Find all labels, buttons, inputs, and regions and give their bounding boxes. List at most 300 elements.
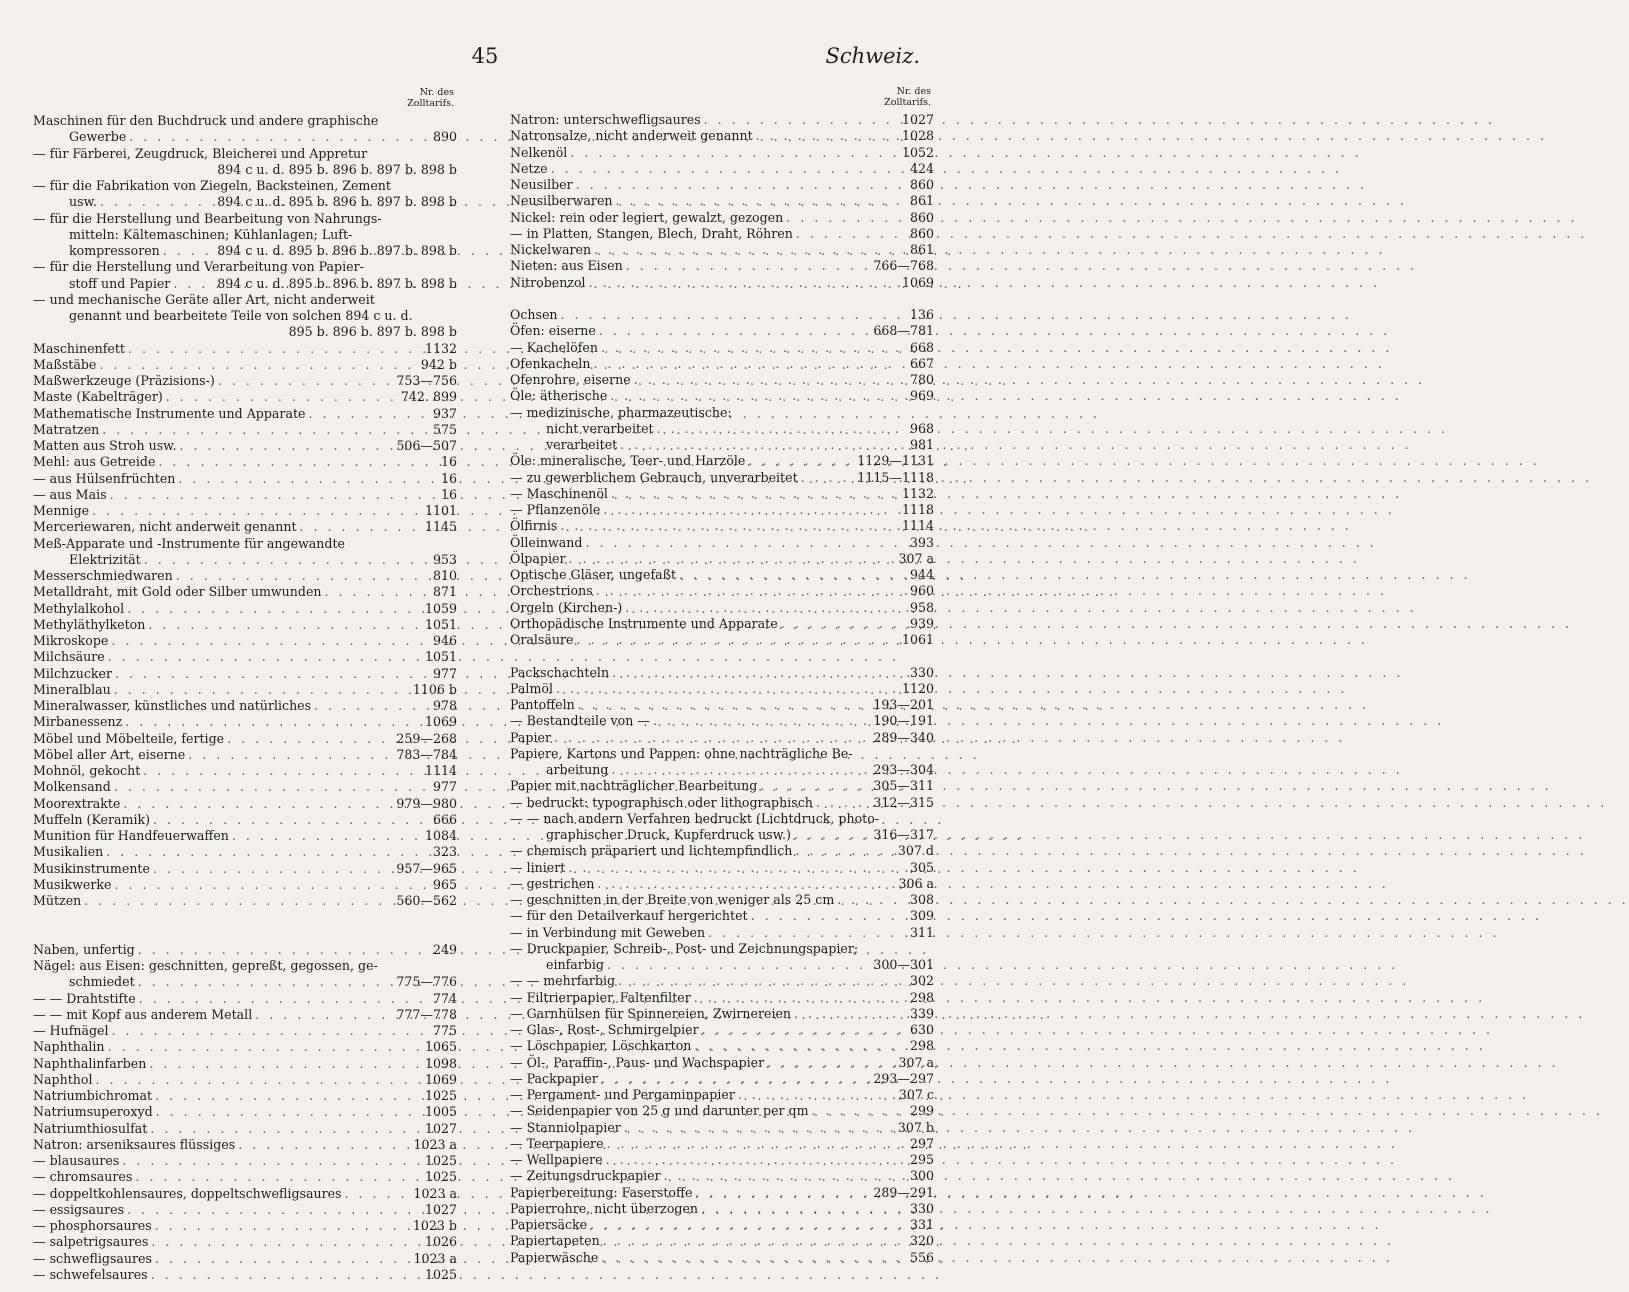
entry-term: Möbel aller Art, eiserne [33,746,186,762]
leader-dots [111,877,432,893]
index-entry [510,908,934,924]
tariff-number: 293—297 [873,1070,934,1086]
leader-dots [622,600,910,616]
index-entry [510,697,934,713]
leader-dots [152,1088,425,1104]
leader-dots [594,876,898,892]
leader-dots [235,1137,413,1153]
index-entry [510,161,934,177]
index-column-right [510,87,934,1266]
index-entry [33,1251,457,1267]
tariff-number: 307 a [898,550,934,566]
tariff-number: 331 [909,1217,934,1232]
leader-dots [600,502,902,518]
tariff-number: 305 [909,859,934,875]
index-entry [510,925,934,941]
index-entry [33,1023,457,1039]
index-entry [510,1250,934,1266]
index-entry [510,1152,934,1168]
index-entry [510,616,934,632]
tariff-number: 424 [909,160,934,176]
entry-term: Ölpapier [510,550,566,566]
entry-term: Papier mit nachträglicher Bearbeitung [510,778,758,794]
index-entry [33,292,457,308]
tariff-number: 953 [432,551,457,567]
leader-dots [566,551,899,567]
entry-list [33,113,457,1283]
entry-term: — für die Herstellung und Bearbeitung von Nahrungs- [33,210,382,226]
leader-dots [654,421,910,437]
index-entry [33,227,457,243]
entry-term: — Teerpapiere [510,1135,604,1151]
tariff-number: 193—201 [873,697,934,712]
tariff-number: 190—191 [873,713,934,729]
index-entry [510,112,934,128]
entry-term: Naphthalinfarben [33,1055,147,1071]
leader-dots [224,731,396,747]
entry-term: arbeitung [546,762,609,777]
index-entry [33,1267,457,1283]
entry-term: Orthopädische Instrumente und Apparate [510,615,778,631]
entry-term: — in Verbindung mit Geweben [510,924,706,940]
leader-dots [598,1250,910,1266]
tariff-number: 393 [909,534,934,550]
leader-dots [120,796,396,812]
tariff-number: 1069 [424,1071,457,1087]
index-entry [510,242,934,258]
entry-term: Mehl: aus Getreide [33,454,156,470]
tariff-number: 307 b [897,1119,934,1135]
tariff-number: 978 [432,698,457,713]
entry-term: — Öl-, Paraffin-, Paus- und Wachspapier [510,1054,765,1070]
entry-term: — schwefelsaures [33,1266,148,1282]
leader-dots [124,1202,425,1218]
leader-dots [175,471,441,487]
leader-dots [135,942,433,958]
tariff-number: 890 [432,129,457,145]
leader-dots [111,779,433,795]
tariff-number: 860 [909,209,934,225]
tariff-number: 306 a [898,875,934,891]
entry-term: Elektrizität [69,551,141,567]
entry-term: Maschinenfett [33,340,125,356]
entry-term: — Wellpapiere [510,1152,603,1167]
entry-term: Natron: unterschwefligsaures [510,112,701,127]
index-entry [33,129,457,145]
leader-dots [753,128,902,144]
tariff-number: 1027 [424,1120,457,1136]
index-entry [510,1071,934,1087]
index-entry [33,812,457,828]
index-entry [33,211,457,227]
tariff-number: 894 c u. d. 895 b. 896 b. 897 b. 898 b [217,275,457,291]
entry-term: Pantoffeln [510,697,575,712]
leader-dots [126,129,433,145]
entry-term: — doppeltkohlensaures, doppeltschwefligsaures [33,1185,342,1201]
tariff-number: 1059 [424,600,457,616]
index-entry [510,973,934,989]
leader-dots [107,487,441,503]
tariff-number: 742. 899 [400,389,457,405]
leader-dots [124,601,425,617]
tariff-number: 968 [909,420,934,436]
index-entry [510,226,934,242]
page-country-heading: Schweiz. [825,44,920,68]
leader-dots [155,454,441,470]
entry-term: — schwefligsaures [33,1250,152,1266]
entry-term: Öle: ätherische [510,388,608,404]
index-entry [510,340,934,356]
index-entry [510,567,934,583]
leader-dots [617,437,910,453]
tariff-number: 1023 a [413,1136,457,1152]
entry-term: — Pflanzenöle [510,502,601,517]
leader-dots [692,1185,873,1201]
leader-dots [798,470,858,486]
entry-term: Methyläthylketon [33,616,146,632]
leader-dots [615,973,910,989]
index-entry [33,633,457,649]
entry-term: Nickel: rein oder legiert, gewalzt, gezogen [510,209,784,225]
tariff-number: 668—781 [873,323,934,339]
tariff-number: 1118 [901,502,934,517]
leader-dots [558,307,910,323]
entry-term: — chromsaures [33,1169,133,1185]
index-entry [510,665,934,681]
entry-term: — Filtrierpapier, Faltenfilter [510,989,691,1005]
leader-dots [97,194,217,210]
index-entry [33,958,457,974]
tariff-number: 1129—1131 [857,453,934,469]
leader-dots [791,1006,910,1022]
tariff-number: 783—784 [396,746,457,762]
index-entry [510,681,934,697]
tariff-number: 861 [909,193,934,209]
index-entry [510,502,934,518]
index-entry [510,193,934,209]
tariff-number: 249 [432,941,457,957]
index-entry [33,666,457,682]
tariff-number: 1051 [424,616,457,632]
entry-term: Papierwäsche [510,1249,599,1265]
leader-dots [607,388,910,404]
tariff-number: 320 [909,1233,934,1249]
tariff-number: 289—340 [873,729,934,745]
leader-dots [573,177,910,193]
tariff-number: 308 [909,892,934,907]
index-entry [33,1039,457,1055]
leader-dots [170,276,217,292]
leader-dots [141,552,433,568]
index-entry [510,957,934,973]
leader-dots [148,1234,425,1250]
tariff-number: 1023 a [413,1250,457,1266]
entry-term: — — Drahtstifte [33,990,136,1006]
index-entry [510,746,934,762]
tariff-number: 894 c u. d. 895 b. 896 b. 897 b. 898 b [217,243,457,258]
leader-dots [590,356,910,372]
leader-dots [119,1153,425,1169]
tariff-number: 1132 [901,485,934,501]
index-entry [33,1056,457,1072]
index-entry [33,1218,457,1234]
entry-term: genannt und bearbeitete Teile von solchen 894 c u. d. [69,308,413,323]
index-entry [510,876,934,892]
index-entry [33,828,457,844]
entry-term: — für die Fabrikation von Ziegeln, Backsteinen, Zement [33,178,391,193]
index-column-left [33,88,457,1283]
index-entry [510,843,934,859]
leader-dots [152,1218,413,1234]
tariff-number: 1027 [901,112,934,127]
index-entry [510,778,934,794]
leader-dots [691,990,910,1006]
tariff-number: 311 [909,924,934,940]
leader-dots [125,341,425,357]
entry-term: — für Färberei, Zeugdruck, Bleicherei und Appretur [33,145,368,161]
entry-term: — medizinische, pharmazeutische: [510,404,732,420]
index-entry [33,1234,457,1250]
leader-dots [650,713,873,729]
index-entry [510,730,934,746]
entry-term: — Seidenpapier von 25 g und darunter per qm [510,1103,809,1119]
index-entry [33,471,457,487]
index-entry [33,991,457,1007]
tariff-number: 323 [432,844,457,860]
leader-dots [705,925,910,941]
leader-dots [122,714,425,730]
leader-dots [136,991,433,1007]
tariff-number: 289—291 [873,1184,934,1200]
tariff-number: 1145 [424,519,457,535]
index-entry [510,1006,934,1022]
index-entry [33,1169,457,1185]
leader-dots [81,893,396,909]
leader-dots [163,389,401,405]
tariff-number: 766—768 [873,258,934,274]
entry-term: Ochsen [510,307,558,322]
index-entry [33,406,457,422]
leader-dots [567,145,902,161]
entry-term: Messerschmiedwaren [33,568,173,583]
index-entry [510,323,934,339]
index-entry [510,518,934,534]
entry-term: Neusilber [510,177,573,192]
index-entry [33,861,457,877]
tariff-number: 775 [432,1023,457,1038]
leader-dots [699,1022,910,1038]
leader-dots [553,681,902,697]
tariff-number: 1025 [424,1169,457,1185]
entry-term: — Löschpapier, Löschkarton [510,1038,692,1054]
index-entry [33,779,457,795]
tariff-number: 894 c u. d. 895 b. 896 b. 897 b. 898 b [217,194,457,210]
entry-term: — Pergament- und Pergaminpapier [510,1087,735,1102]
entry-term: Gewerbe [69,129,127,145]
tariff-number: 560—562 [396,893,457,908]
entry-term: — geschnitten in der Breite von weniger als 25 cm [510,892,835,907]
index-entry [510,860,934,876]
index-entry [33,113,457,129]
leader-dots [92,1072,424,1088]
index-entry [510,583,934,599]
leader-dots [548,161,910,177]
entry-term: — Kachelöfen [510,339,598,355]
leader-dots [342,1186,414,1202]
index-entry [33,747,457,763]
index-entry [33,552,457,568]
index-entry [510,372,934,388]
entry-term: Milchzucker [33,665,113,681]
leader-dots [565,860,910,876]
entry-term: — Bestandteile von — [510,713,650,729]
tariff-number: 979—980 [396,795,457,811]
entry-list [510,112,934,1266]
entry-term: graphischer Druck, Kupferdruck usw.) [546,827,791,842]
tariff-number: 1025 [424,1153,457,1168]
entry-term: Papiertapeten [510,1233,600,1249]
entry-term: Papiersäcke [510,1217,588,1232]
index-entry [510,437,934,453]
index-entry [33,438,457,454]
tariff-number: 312—315 [873,794,934,810]
tariff-number: 860 [909,177,934,192]
entry-term: Mützen [33,893,82,908]
entry-term: Molkensand [33,779,111,795]
index-entry [33,649,457,665]
spacer [510,648,934,664]
entry-term: Nägel: aus Eisen: geschnitten, gepreßt, gegossen, ge- [33,958,378,973]
leader-dots [596,323,874,339]
index-entry [510,632,934,648]
leader-dots [305,406,432,422]
entry-term: Nitrobenzol [510,274,586,290]
tariff-number: 330 [909,664,934,680]
entry-term: Palmöl [510,680,553,696]
tariff-number: 1005 [424,1104,457,1120]
leader-dots [96,357,421,373]
tariff-number: 1106 b [412,681,457,697]
index-entry [510,535,934,551]
tariff-number: 298 [909,989,934,1005]
entry-term: Neusilberwaren [510,193,613,209]
entry-term: Mennige [33,503,90,518]
entry-term: — Stanniolpapier [510,1119,621,1135]
tariff-number: 298 [909,1038,934,1054]
index-entry [33,682,457,698]
tariff-number: 1114 [901,518,934,534]
leader-dots [793,226,910,242]
index-entry [510,713,934,729]
entry-term: Netze [510,160,548,176]
leader-dots [813,795,873,811]
leader-dots [598,1071,873,1087]
entry-term: — aus Hülsenfrüchten [33,470,176,486]
tariff-number: 300—301 [873,957,934,972]
tariff-number: 302 [909,973,934,989]
tariff-number: 1084 [424,828,457,843]
entry-term: kompressoren [69,243,160,258]
index-entry [33,731,457,747]
leader-dots [147,1121,425,1137]
index-entry [510,795,934,811]
leader-dots [778,616,910,632]
tariff-number: 1120 [901,680,934,696]
entry-term: — — nach andern Verfahren bedruckt (Lichtdruck, photo- [510,810,880,826]
tariff-number: 1098 [424,1055,457,1071]
entry-term: — Zeitungsdruckpapier [510,1168,661,1184]
entry-term: Mikroskope [33,633,109,648]
tariff-number: 667 [909,355,934,371]
tariff-number: 1065 [424,1039,457,1055]
leader-dots [621,1120,898,1136]
leader-dots [111,682,413,698]
leader-dots [791,827,873,843]
index-entry [510,275,934,291]
leader-dots [609,665,910,681]
index-entry [33,1121,457,1137]
tariff-number: 506—507 [396,438,457,453]
tariff-number: 942 b [420,356,457,372]
index-entry [33,162,457,178]
index-entry [33,357,457,373]
entry-term: Mineralblau [33,681,111,697]
index-entry [510,486,934,502]
leader-dots [557,518,902,534]
leader-dots [105,1039,425,1055]
entry-term: verarbeitet [546,437,618,452]
leader-dots [604,957,873,973]
index-entry [33,698,457,714]
tariff-number: 16 [440,486,457,502]
leader-dots [103,844,433,860]
leader-dots [591,242,910,258]
entry-term: Matratzen [33,421,100,437]
index-entry [510,388,934,404]
tariff-number: 316—317 [873,827,934,842]
tariff-number: 871 [432,584,457,600]
leader-dots [145,617,425,633]
index-entry [33,178,457,194]
index-entry [510,1201,934,1217]
tariff-number: 297 [909,1135,934,1151]
index-entry [33,1186,457,1202]
leader-dots [150,812,433,828]
entry-term: schmiedet [69,974,135,990]
entry-term: Nickelwaren [510,242,592,257]
entry-term: Mohnöl, gekocht [33,763,141,778]
entry-term: — in Platten, Stangen, Blech, Draht, Röhren [510,225,793,241]
index-entry [510,1038,934,1054]
leader-dots [140,763,425,779]
entry-term: Mineralwasser, künstliches und natürliches [33,698,312,713]
tariff-number: 777—778 [396,1006,457,1022]
tariff-number: 775—776 [396,974,457,990]
entry-term: Nieten: aus Eisen [510,258,623,274]
tariff-number: 1069 [901,274,934,290]
index-entry [510,762,934,778]
entry-term: Meß-Apparate und -Instrumente für angewandte [33,535,345,551]
entry-term: — für die Herstellung und Verarbeitung von Papier- [33,259,364,275]
leader-dots [587,1217,910,1233]
entry-term: Mathematische Instrumente und Apparate [33,405,306,421]
index-entry [33,324,457,340]
entry-term: Naben, unfertig [33,941,135,957]
tariff-number: 1026 [424,1234,457,1250]
leader-dots [834,892,910,908]
tariff-number: 1101 [424,503,457,518]
index-entry [510,470,934,486]
